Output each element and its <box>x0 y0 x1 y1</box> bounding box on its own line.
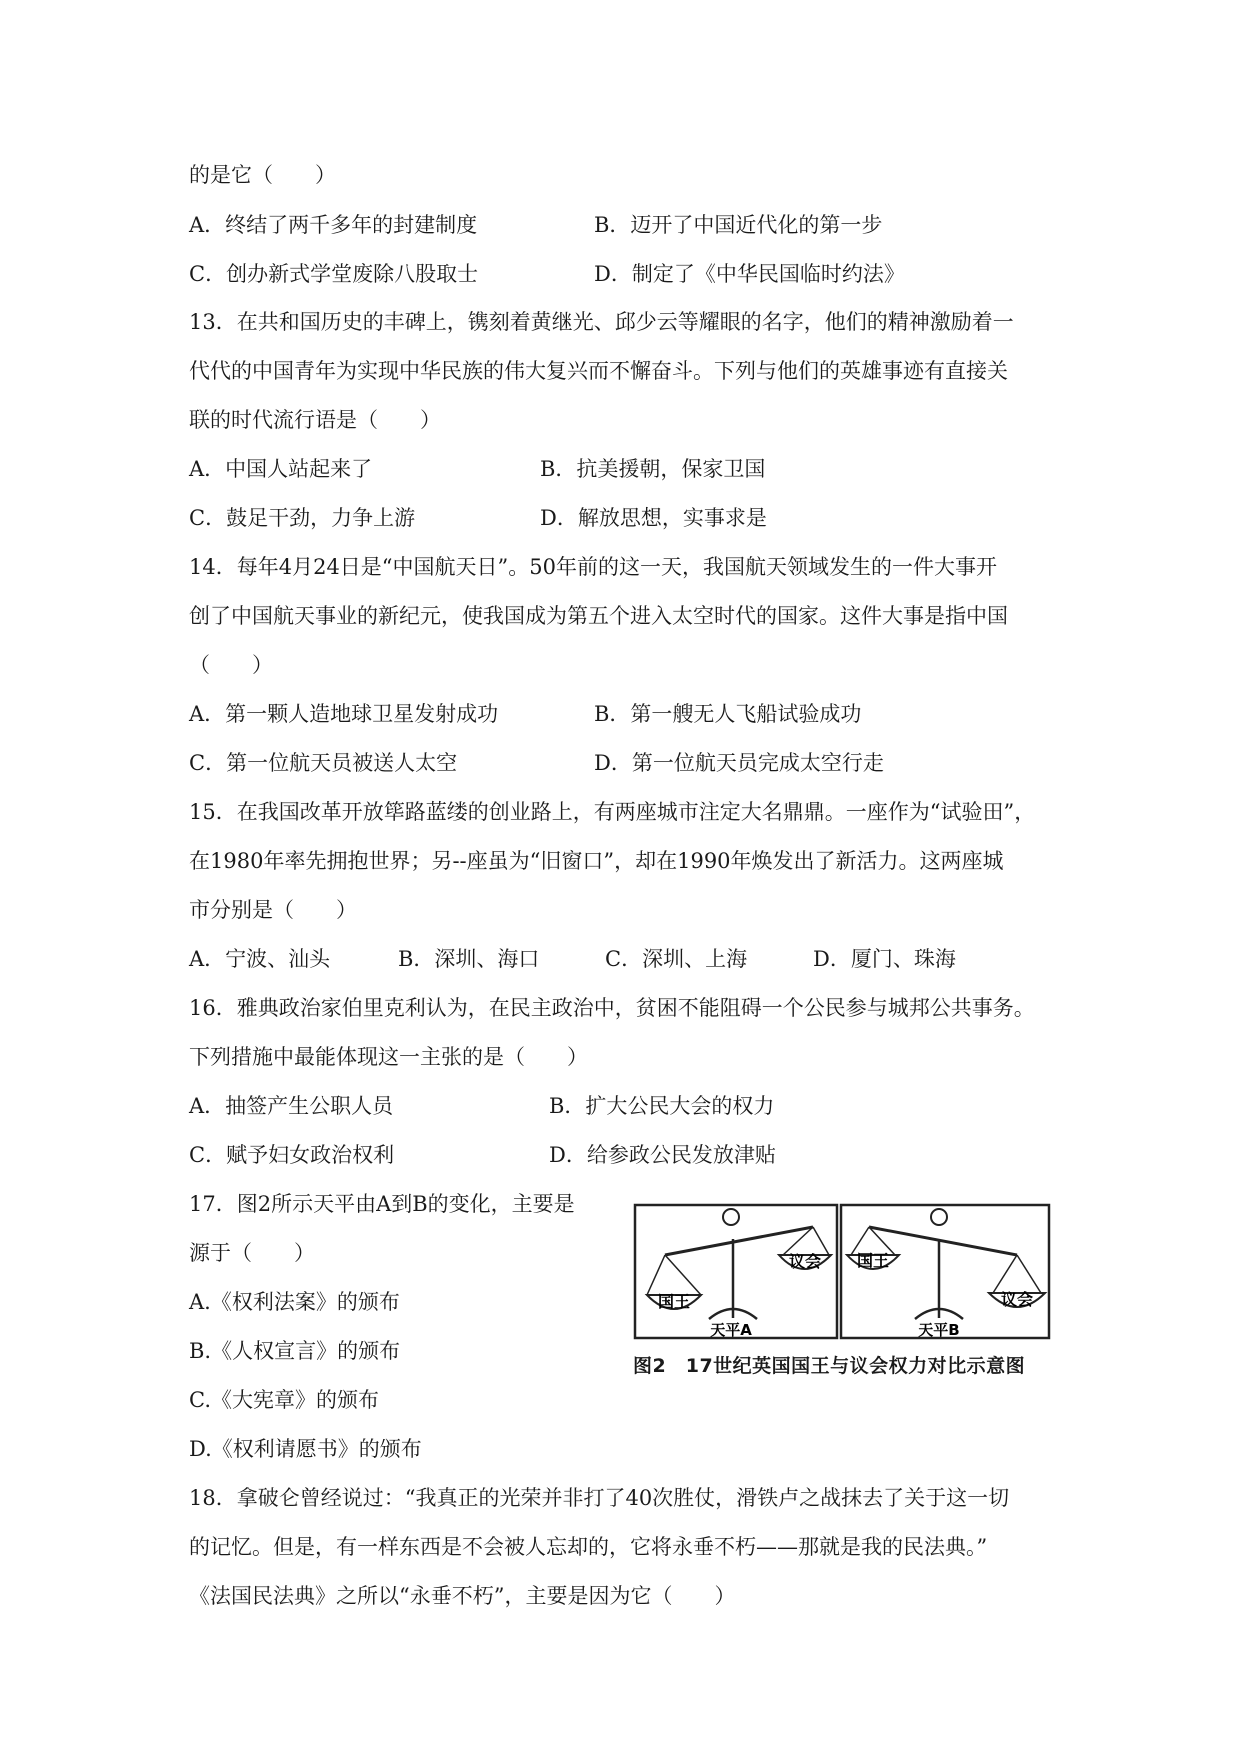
q16-option-c[interactable]: C．赋予妇女政治权利 <box>189 1143 395 1167</box>
q12-option-c[interactable]: C．创办新式学堂废除八股取士 <box>189 262 479 286</box>
scale-a-label: 天平A <box>710 1321 752 1339</box>
q17-stem-line-2: 源于（ ） <box>189 1241 315 1265</box>
q17-stem-line-1: 17．图2所示天平由A到B的变化，主要是 <box>189 1192 575 1216</box>
q13-option-b[interactable]: B．抗美援朝，保家卫国 <box>540 457 766 481</box>
q16-option-b[interactable]: B．扩大公民大会的权力 <box>549 1094 775 1118</box>
q16-stem-line-1: 16．雅典政治家伯里克利认为，在民主政治中，贫困不能阻碍一个公民参与城邦公共事务。 <box>189 996 1035 1020</box>
balance-scales-illustration <box>633 1203 1051 1343</box>
q14-option-d[interactable]: D．第一位航天员完成太空行走 <box>594 751 884 775</box>
q18-stem-line-3: 《法国民法典》之所以“永垂不朽”，主要是因为它（ ） <box>189 1584 736 1608</box>
q12-option-d[interactable]: D．制定了《中华民国临时约法》 <box>594 262 905 286</box>
q13-stem-line-1: 13．在共和国历史的丰碑上，镌刻着黄继光、邱少云等耀眼的名字，他们的精神激励着一 <box>189 310 1014 334</box>
q15-option-b[interactable]: B．深圳、海口 <box>398 947 540 971</box>
q16-option-a[interactable]: A．抽签产生公职人员 <box>189 1094 394 1118</box>
q16-stem-line-2: 下列措施中最能体现这一主张的是（ ） <box>189 1045 588 1069</box>
scale-b-frame <box>841 1205 1049 1338</box>
q14-stem-line-3: （ ） <box>189 653 273 677</box>
q15-option-a[interactable]: A．宁波、汕头 <box>189 947 331 971</box>
q18-stem-line-1: 18．拿破仑曾经说过：“我真正的光荣并非打了40次胜仗，滑铁卢之战抹去了关于这一切 <box>189 1486 1010 1510</box>
q17-option-c[interactable]: C.《大宪章》的颁布 <box>189 1388 379 1412</box>
scale-a-pivot <box>723 1209 739 1225</box>
q13-stem-line-3: 联的时代流行语是（ ） <box>189 408 441 432</box>
scale-b-pivot <box>931 1209 947 1225</box>
q17-option-d[interactable]: D.《权利请愿书》的颁布 <box>189 1437 422 1461</box>
q14-stem-line-1: 14．每年4月24日是“中国航天日”。50年前的这一天，我国航天领域发生的一件大事开 <box>189 555 997 579</box>
q14-option-b[interactable]: B．第一艘无人飞船试验成功 <box>594 702 862 726</box>
q12-option-a[interactable]: A．终结了两千多年的封建制度 <box>189 213 478 237</box>
q15-option-d[interactable]: D．厦门、珠海 <box>813 947 956 971</box>
q14-option-a[interactable]: A．第一颗人造地球卫星发射成功 <box>189 702 499 726</box>
scale-b-king-label: 国王 <box>856 1251 890 1270</box>
scale-b-label: 天平B <box>918 1321 960 1339</box>
scale-a-frame <box>635 1205 837 1338</box>
q15-option-c[interactable]: C．深圳、上海 <box>605 947 748 971</box>
q18-stem-line-2: 的记忆。但是，有一样东西是不会被人忘却的，它将永垂不朽——那就是我的民法典。” <box>189 1535 988 1559</box>
q13-option-c[interactable]: C．鼓足干劲，力争上游 <box>189 506 416 530</box>
q13-option-a[interactable]: A．中国人站起来了 <box>189 457 373 481</box>
q12-stem-tail: 的是它（ ） <box>189 163 336 187</box>
q17-option-a[interactable]: A.《权利法案》的颁布 <box>189 1290 400 1314</box>
q13-option-d[interactable]: D．解放思想，实事求是 <box>540 506 767 530</box>
q15-stem-line-1: 15．在我国改革开放筚路蓝缕的创业路上，有两座城市注定大名鼎鼎。一座作为“试验田”， <box>189 800 1036 824</box>
scale-a-parliament-label: 议会 <box>788 1252 822 1271</box>
scale-a-king-label: 国王 <box>657 1292 691 1311</box>
q16-option-d[interactable]: D．给参政公民发放津贴 <box>549 1143 776 1167</box>
q14-stem-line-2: 创了中国航天事业的新纪元，使我国成为第五个进入太空时代的国家。这件大事是指中国 <box>189 604 1008 628</box>
q14-option-c[interactable]: C．第一位航天员被送人太空 <box>189 751 458 775</box>
scale-a-beam <box>665 1227 813 1255</box>
q15-stem-line-2: 在1980年率先拥抱世界；另--座虽为“旧窗口”，却在1990年焕发出了新活力。这两座城 <box>189 849 1004 873</box>
q13-stem-line-2: 代代的中国青年为实现中华民族的伟大复兴而不懈奋斗。下列与他们的英雄事迹有直接关 <box>189 359 1008 383</box>
q15-stem-line-3: 市分别是（ ） <box>189 898 357 922</box>
scale-b-parliament-label: 议会 <box>1000 1290 1034 1309</box>
q12-option-b[interactable]: B．迈开了中国近代化的第一步 <box>594 213 883 237</box>
figure-2-caption: 图2 17世纪英国国王与议会权力对比示意图 <box>633 1355 1026 1377</box>
q17-option-b[interactable]: B.《人权宣言》的颁布 <box>189 1339 401 1363</box>
figure-2-balance-scales <box>633 1203 1051 1377</box>
